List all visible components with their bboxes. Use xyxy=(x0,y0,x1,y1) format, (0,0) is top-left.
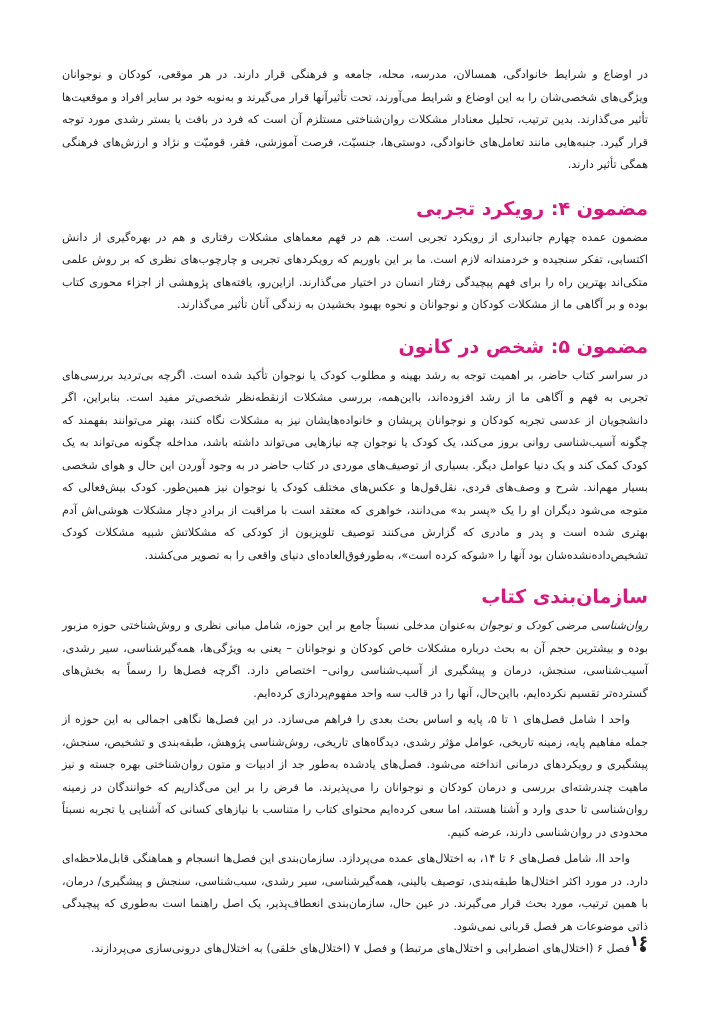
organization-paragraph-1 xyxy=(62,615,648,705)
intro-paragraph: در اوضاع و شرایط خانوادگی، همسالان، مدرسه، محله، جامعه و فرهنگی قرار دارند. در هر موقعی، کودکان و نوجوانان ویژگی‌های شخصی‌شان را به این اوضاع و شرایط می‌آورند، تحت تأثیرآنها قرار می‌گیرند و به‌نوبه خود بر سایر افراد و موقعیت‌ها تأثیر می‌گذارند. بدین ترتیب، تحلیل معنادار مشکلات روان‌شناختی مستلزم آن است که فرد در بافت یا بستر رشدی مورد توجه قرار گیرد. جنبه‌هایی مانند تعامل‌های خانوادگی، دوستی‌ها، جنسیّت، فرصت آموزشی، فقر، قومیّت و نژاد و ارزش‌های فرهنگی همگی تأثیر دارند. xyxy=(62,68,648,171)
theme4-heading: مضمون ۴: رویکرد تجربی xyxy=(416,197,648,220)
organization-paragraph-3: واحد II، شامل فصل‌های ۶ تا ۱۴، به اختلال‌های عمده می‌پردازد. سازمان‌بندی این فصل‌ها انسجام و هماهنگی قابل‌ملاحظه‌ای دارد. در مورد اکثر اختلال‌ها طبقه‌بندی، توصیف بالینی، همه‌گیرشناسی، سیر رشدی، سبب‌شناسی، سنجش و پیشگیری/ درمان، با همین ترتیب، مورد بحث قرار می‌گیرند. در عین حال، سازمان‌بندی انعطاف‌پذیر، یک اصل راهنما است به‌طوری که پیچیدگی ذاتی موضوعات هر فصل قربانی نمی‌شود. xyxy=(62,852,648,933)
theme5-paragraph: در سراسر کتاب حاضر، بر اهمیت توجه به رشد بهینه و مطلوب کودک یا نوجوان تأکید شده است. اگرچه بی‌تردید بررسی‌های تجربی به فهم و آگاهی ما از رشد افزوده‌اند، بااین‌همه، بررسی مشکلات ازنقطه‌نظر شخصی‌تر مفید است. بنابراین، اگر دانشجویان از عدسی تجربه کودکان و نوجوانان پریشان و خانواده‌هایشان نیز به مشکلات نگاه کنند، بهتر می‌توانند بفهمند که چگونه آسیب‌شناسی روانی بروز می‌کند، یک کودک یا نوجوان چه نیازهایی می‌تواند داشته باشد، مداخله چگونه می‌تواند به یک کودک کمک کند و یک دنیا عوامل دیگر. بسیاری از توصیف‌های موردی در کتاب حاضر در به وجود آوردن این حال و هوای شخصی بسیار مهم‌اند. شرح و وصف‌های فردی، نقل‌قول‌ها و عکس‌های مختلف کودک یا نوجوان نیز همین‌طور. کودک بیش‌فعالی که متوجه می‌شود دیگران او را یک «پسر بد» می‌دانند، خواهری که معتقد است با مراقبت از برادرِ دچار مشکلات هوشی‌اش آدم بهتری شده است و پدر و مادری که گزارش می‌کنند توصیف تلویزیون از کودکی که مشکلاتش شبیه مشکلات کودک تشخیص‌داده‌نشده‌شان بود آنها را «شوکه کرده است»، به‌طورفوق‌العاده‌ای دنیای واقعی را به تصویر می‌کشند. xyxy=(62,368,648,562)
organization-paragraph-1-text: به‌عنوان مدخلی نسبتاً جامع بر این حوزه، شامل مبانی نظری و روش‌شناختی حوزه مزبور بوده و بیشترین حجم آن به بحث درباره مشکلات خاص کودکان و نوجوانان – یعنی به ویژگی‌ها، همه‌گیرشناسی، سیر رشدی، آسیب‌شناسی، سنجش، درمان و پیشگیری از آسیب‌شناسی روانی– اختصاص دارد. اگرچه فصل‌ها را رسماً به بخش‌های گسترده‌تر تقسیم نکرده‌ایم، بااین‌حال، آنها را در قالب سه واحد مفهوم‌پردازی کرده‌ایم. xyxy=(62,619,648,700)
theme5-section xyxy=(62,333,648,568)
theme4-section xyxy=(62,195,648,317)
organization-section xyxy=(62,583,648,961)
bullet-item-text: فصل ۶ (اختلال‌های اضطرابی و اختلال‌های مرتبط) و فصل ۷ (اختلال‌های خلقی) به اختلال‌های درونی‌سازی می‌پردازند. xyxy=(90,942,630,955)
book-title-italic: روان‌شناسی مرضی کودک و نوجوان xyxy=(479,619,648,632)
theme5-heading: مضمون ۵: شخص در کانون xyxy=(398,335,648,358)
theme4-paragraph: مضمون عمده چهارم جانبداری از رویکرد تجربی است. هم در فهم معماهای مشکلات رفتاری و هم در بهره‌گیری از دانش اکتسابی، تفکر سنجیده و خردمندانه لازم است. ما بر این باوریم که رویکردهای تجربی و چارچوب‌های نظری که بر روش علمی متکی‌اند بهترین راه را برای فهم پیچیدگی رفتار انسان در اختیار می‌گذارند. ازاین‌رو، یافته‌های پژوهشی از اجزاء محوری کتاب بوده و بر آگاهی ما از مشکلات کودکان و نوجوانان و نحوه بهبود بخشیدن به زندگی آنان تأثیر می‌گذارند. xyxy=(62,230,648,311)
page-number: ۱۶ xyxy=(629,932,648,950)
bullet-item xyxy=(62,938,648,961)
organization-heading: سازمان‌بندی کتاب xyxy=(481,586,648,608)
chapter-bullet-list xyxy=(62,938,648,961)
organization-paragraph-2: واحد I شامل فصل‌های ۱ تا ۵، پایه و اساس بحث بعدی را فراهم می‌سازد. در این فصل‌ها نگاهی اجمالی به این حوزه از جمله مفاهیم پایه، زمینه تاریخی، عوامل مؤثر رشدی، دیدگاه‌های تاریخی، روش‌شناسی پژوهش، طبقه‌بندی و تشخیص، سنجش، پیشگیری و رویکردهای درمانی انداخته می‌شود. فصل‌های یادشده به‌طور جد از ادبیات و متون روان‌شناختی بهره جسته و نیز ماهیت چندرشته‌ای بررسی و درمان کودکان و نوجوانان را می‌پذیرند. ما فرض را بر این می‌گذاریم که خوانندگان در زمینه روان‌شناسی تا حدی وارد و آشنا هستند، اما سعی کرده‌ایم محتوای کتاب را متناسب با نیازهای کسانی که آشنایی یا تجربه نسبتاً محدودی در روان‌شناسی دارند، عرضه کنیم. xyxy=(62,713,648,839)
